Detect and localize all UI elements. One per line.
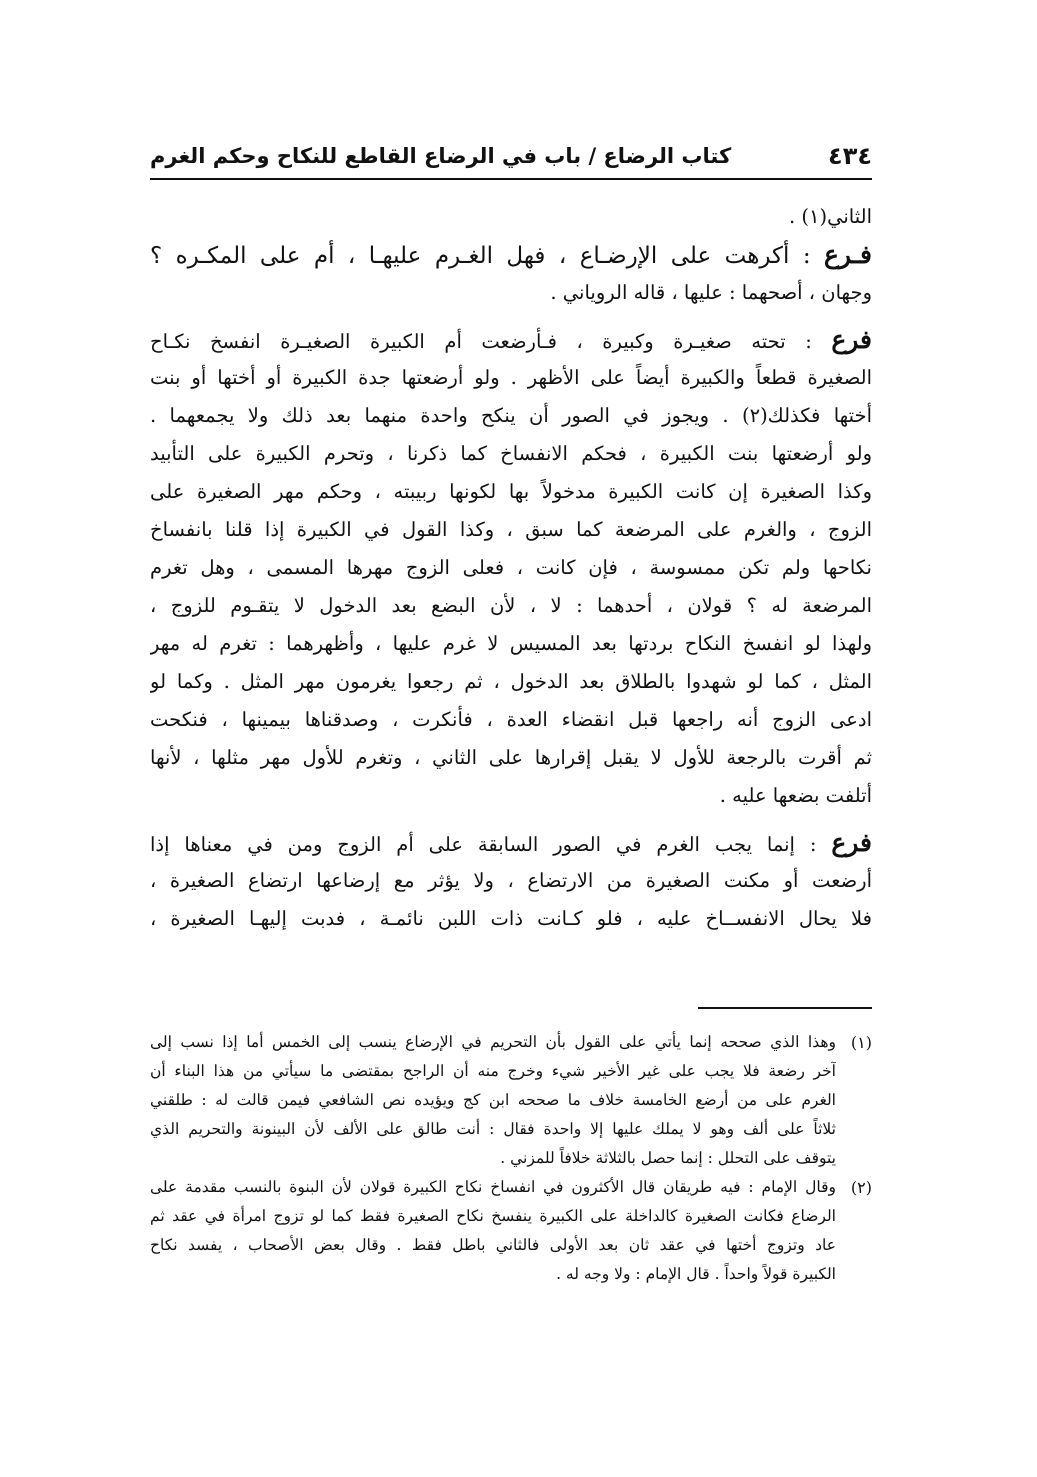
text-line: الزوج ، والغرم على المرضعة كما سبق ، وكذا القول في الكبيرة إذا قلنا بانفساخ	[150, 518, 872, 541]
footnote-number: (١)	[850, 1033, 872, 1052]
text-line: المرضعة له ؟ قولان ، أحدهما : لا ، لأن البضع بعد الدخول لا يتقـوم للزوج ،	[150, 594, 872, 617]
text-line: الثاني(١) .	[789, 205, 872, 228]
page-header	[150, 138, 872, 180]
footnote-line: وقال الإمام : فيه طريقان قال الأكثرون في انفساخ نكاح الكبيرة قولان لأن البنوة بالنسب مقدمة على	[150, 1178, 836, 1196]
text-line-content: : تحته صغيـرة وكبيرة ، فـأرضعت أم الكبيرة الصغيـرة انفسخ نكـاح	[150, 330, 832, 353]
section-label: فـرع	[824, 240, 872, 269]
text-line: المثل ، كما لو شهدوا بالطلاق بعد الدخول ، ثم رجعوا يغرمون مهر المثل . وكما لو	[150, 670, 872, 693]
footnote-1	[150, 1028, 872, 1173]
footnote-line: آخر رضعة فلا يجب على غير الأخير شيء وخرج منه أن الراجح بمقتضى ما سيأتي من هذا البناء أن	[150, 1062, 836, 1080]
section-label: فرع	[831, 828, 872, 857]
footnote-line: يتوقف على التحلل : إنما حصل بالثلاثة خلافاً للمزني .	[500, 1149, 836, 1167]
text-line	[150, 824, 872, 862]
running-title: كتاب الرضاع / باب في الرضاع القاطع للنكاح وحكم الغرم	[150, 144, 732, 168]
footnote-line: الغرم على من أرضع الخامسة خلاف ما صححه ابن كج ويؤيده نص الشافعي فيمن قالت له : طلقني	[150, 1091, 836, 1109]
footnote-divider	[698, 1007, 872, 1009]
footnotes	[150, 1028, 872, 1289]
text-line: ولو أرضعتها بنت الكبيرة ، فحكم الانفساخ كما ذكرنا ، وتحرم الكبيرة على التأبيد	[150, 442, 872, 465]
text-line: أتلفت بضعها عليه .	[719, 784, 872, 807]
text-line: ادعى الزوج أنه راجعها قبل انقضاء العدة ، فأنكرت ، وصدقناها بيمينها ، فنكحت	[150, 708, 872, 731]
text-line	[150, 236, 872, 274]
text-line: الصغيرة قطعاً والكبيرة أيضاً على الأظهر . ولو أرضعتها جدة الكبيرة أو أختها أو بنت	[150, 366, 872, 389]
text-line: ولهذا لو انفسخ النكاح بردتها بعد المسيس لا غرم عليها ، وأظهرهما : تغرم له مهر	[150, 632, 872, 655]
text-line	[150, 321, 872, 359]
text-line-content: : إنما يجب الغرم في الصور السابقة على أم الزوج ومن في معناها إذا	[150, 833, 832, 856]
text-line: ثم أقرت بالرجعة للأول لا يقبل إقرارها على الثاني ، وتغرم للأول مهر مثلها ، لأنها	[150, 746, 872, 769]
main-text	[150, 198, 872, 938]
page-number: ٤٣٤	[828, 142, 872, 170]
text-line: نكاحها ولم تكن ممسوسة ، فإن كانت ، فعلى الزوج مهرها المسمى ، وهل تغرم	[150, 556, 872, 579]
section-label: فرع	[831, 325, 872, 354]
footnote-number: (٢)	[850, 1178, 872, 1197]
text-line: فلا يحال الانفســاخ عليه ، فلو كـانت ذات اللبن نائمـة ، فدبت إليهـا الصغيرة ،	[150, 907, 872, 930]
text-line: أرضعت أو مكنت الصغيرة من الارتضاع ، ولا يؤثر مع إرضاعها ارتضاع الصغيرة ،	[150, 869, 872, 892]
footnote-line: الكبيرة قولاً واحداً . قال الإمام : ولا وجه له .	[556, 1265, 836, 1283]
text-line: وكذا الصغيرة إن كانت الكبيرة مدخولاً بها لكونها ربيبته ، وحكم مهر الصغيرة على	[150, 480, 872, 503]
text-line: أختها فكذلك(٢) . ويجوز في الصور أن ينكح واحدة منهما بعد ذلك ولا يجمعهما .	[150, 404, 872, 427]
footnote-line: ثلاثاً على ألف وهو لا يملك عليها إلا واحدة فقال : أنت طالق على الألف لأن البينونة والتحريم الذي	[150, 1120, 836, 1138]
footnote-2	[150, 1173, 872, 1289]
footnote-line: الرضاع فكانت الصغيرة كالداخلة على الكبيرة ينفسخ نكاح الصغيرة فقط كما لو تزوج امرأة في عقد ثم	[150, 1207, 836, 1225]
footnote-line: وهذا الذي صححه إنما يأتي على القول بأن التحريم في الإرضاع ينسب إلى الخمس أما إذا نسب إلى	[150, 1033, 836, 1051]
text-line-content: : أكرهت على الإرضـاع ، فهل الغـرم عليهـا ، أم على المكـره ؟	[150, 243, 824, 269]
text-line: وجهان ، أصحهما : عليها ، قاله الروياني .	[550, 281, 872, 304]
footnote-line: عاد وتزوج أختها في عقد ثان بعد الأولى فالثاني باطل فقط . وقال بعض الأصحاب ، يفسد نكاح	[150, 1236, 836, 1254]
